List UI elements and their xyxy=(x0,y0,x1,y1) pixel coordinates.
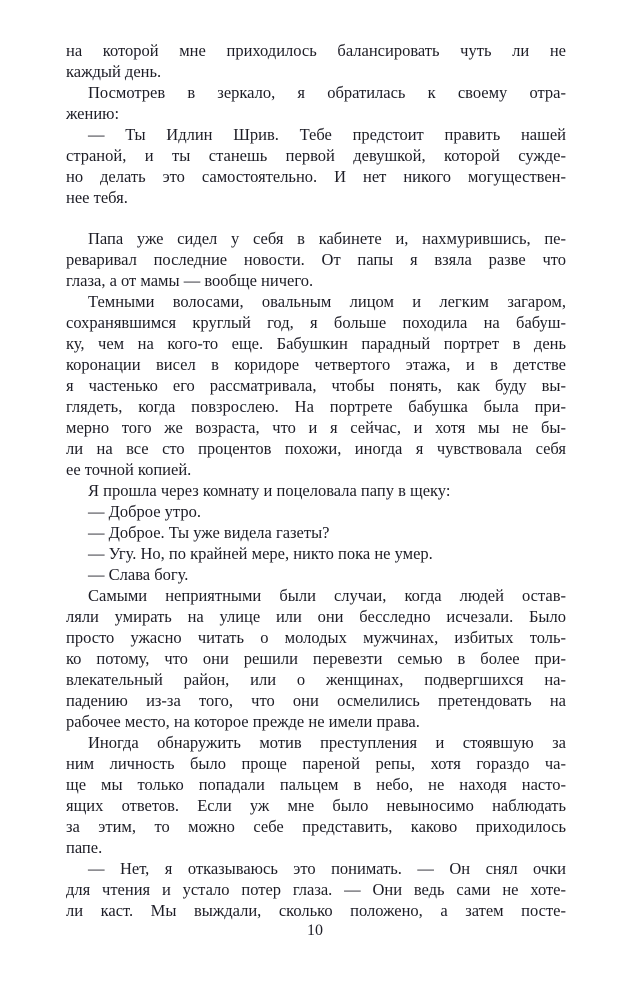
page-text xyxy=(66,40,566,921)
paragraph xyxy=(66,82,566,124)
text-line: мерно того же возраста, что и я сейчас, и хотя мы не бы- xyxy=(66,418,566,437)
text-line: — Доброе утро. xyxy=(88,502,201,521)
text-line: на которой мне приходилось балансировать чуть ли не xyxy=(66,41,566,60)
text-line: страной, и ты станешь первой девушкой, которой сужде- xyxy=(66,146,566,165)
text-line: — Слава богу. xyxy=(88,565,189,584)
text-line: ящих ответов. Если уж мне было невыносимо наблюдать xyxy=(66,796,566,815)
paragraph xyxy=(66,40,566,82)
text-line: просто ужасно читать о молодых мужчинах, избитых толь- xyxy=(66,628,566,647)
text-line: ку, чем на кого-то еще. Бабушкин парадный портрет в день xyxy=(66,334,566,353)
text-line: — Нет, я отказываюсь это понимать. — Он снял очки xyxy=(88,859,566,878)
text-line: Папа уже сидел у себя в кабинете и, нахмурившись, пе- xyxy=(88,229,566,248)
text-line: жению: xyxy=(66,104,120,123)
text-line: ним личность было проще пареной репы, хотя гораздо ча- xyxy=(66,754,566,773)
text-line: Самыми неприятными были случаи, когда людей остав- xyxy=(88,586,566,605)
text-line: Иногда обнаружить мотив преступления и стоявшую за xyxy=(88,733,566,752)
text-line: ко потому, что они решили перевезти семью в более при- xyxy=(66,649,566,668)
text-line: глядеть, когда повзрослею. На портрете бабушка была при- xyxy=(66,397,566,416)
text-line: но делать это самостоятельно. И нет никого могуществен- xyxy=(66,167,566,186)
text-line: — Угу. Но, по крайней мере, никто пока не умер. xyxy=(88,544,433,563)
paragraph xyxy=(66,543,566,564)
paragraph xyxy=(66,291,566,480)
text-line: каждый день. xyxy=(66,62,162,81)
text-line: ли каст. Мы выждали, сколько положено, а затем посте- xyxy=(66,901,566,920)
text-line: ляли умирать на улице или они бесследно исчезали. Было xyxy=(66,607,566,626)
text-line: падению из-за того, что они осмелились претендовать на xyxy=(66,691,566,710)
text-line: Я прошла через комнату и поцеловала папу в щеку: xyxy=(88,481,451,500)
paragraph xyxy=(66,564,566,585)
page-number: 10 xyxy=(307,922,323,939)
text-line: — Доброе. Ты уже видела газеты? xyxy=(88,523,330,542)
text-line: — Ты Идлин Шрив. Тебе предстоит править нашей xyxy=(88,125,566,144)
text-line: Темными волосами, овальным лицом и легким загаром, xyxy=(88,292,566,311)
paragraph xyxy=(66,480,566,501)
paragraph xyxy=(66,228,566,291)
text-line: для чтения и устало потер глаза. — Они ведь сами не хоте- xyxy=(66,880,566,899)
text-line: реваривал последние новости. От папы я взяла разве что xyxy=(66,250,566,269)
paragraph xyxy=(66,501,566,522)
paragraph xyxy=(66,858,566,921)
text-line: коронации висел в коридоре четвертого этажа, и в детстве xyxy=(66,355,566,374)
text-line: ще мы только попадали пальцем в небо, не находя насто- xyxy=(66,775,566,794)
text-line: рабочее место, на которое прежде не имели права. xyxy=(66,712,420,731)
text-line: нее тебя. xyxy=(66,188,128,207)
paragraph xyxy=(66,124,566,208)
text-line: сохранявшимся круглый год, я больше походила на бабуш- xyxy=(66,313,566,332)
text-line: ее точной копией. xyxy=(66,460,192,479)
text-line: влекательный район, или о женщинах, подвергшихся на- xyxy=(66,670,566,689)
text-line: папе. xyxy=(66,838,103,857)
text-line: Посмотрев в зеркало, я обратилась к своему отра- xyxy=(88,83,566,102)
paragraph xyxy=(66,585,566,732)
paragraph xyxy=(66,732,566,858)
paragraph xyxy=(66,522,566,543)
text-line: за этим, то можно себе представить, каково приходилось xyxy=(66,817,566,836)
text-line: я частенько его рассматривала, чтобы понять, как буду вы- xyxy=(66,376,566,395)
text-line: ли на все сто процентов похожи, иногда я чувствовала себя xyxy=(66,439,566,458)
text-line: глаза, а от мамы — вообще ничего. xyxy=(66,271,314,290)
